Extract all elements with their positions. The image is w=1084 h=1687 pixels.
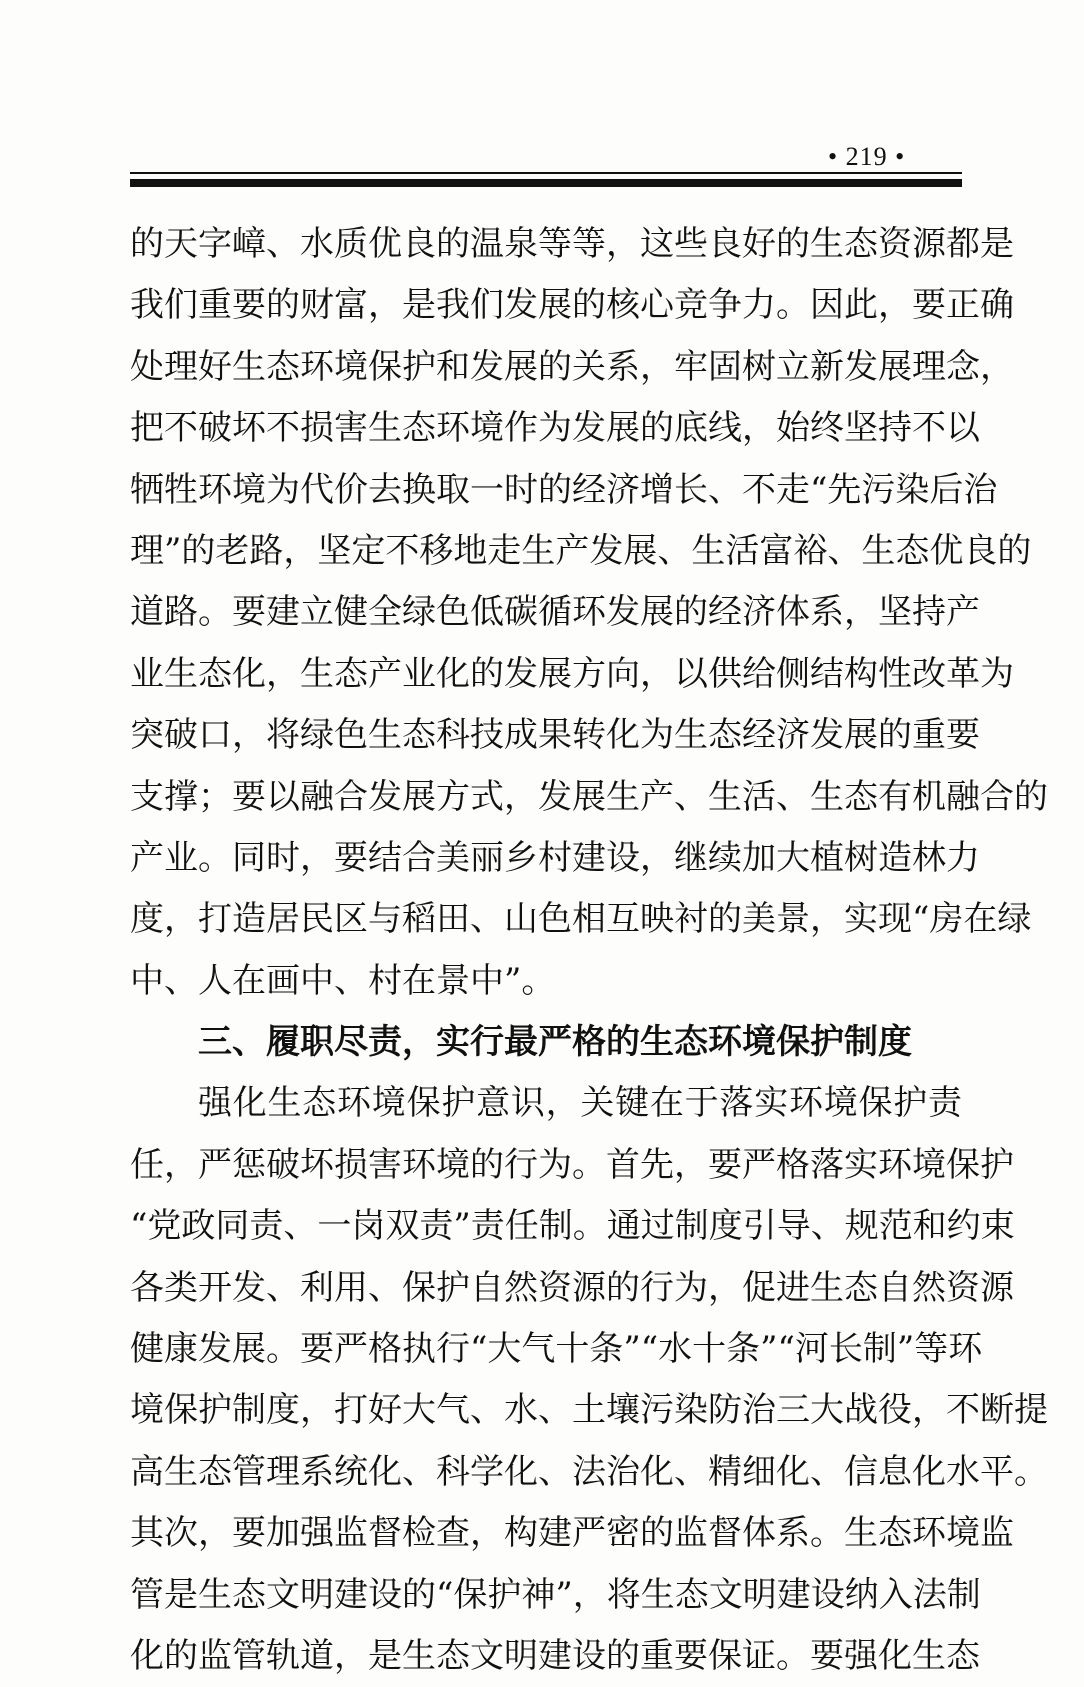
text-line: 理”的老路，坚定不移地走生产发展、生活富裕、生态优良的 (130, 530, 1032, 571)
text-line: 中、人在画中、村在景中”。 (130, 960, 556, 1001)
text-line: 的天字嶂、水质优良的温泉等等，这些良好的生态资源都是 (130, 224, 1014, 264)
body-text (130, 214, 1048, 1687)
page-number: • 219 • (828, 142, 906, 171)
text-line: 其次，要加强监督检查，构建严密的监督体系。生态环境监 (130, 1513, 1014, 1554)
text-line: 产业。同时，要结合美丽乡村建设，继续加大植树造林力 (130, 837, 980, 878)
text-line: 高生态管理系统化、科学化、法治化、精细化、信息化水平。 (130, 1451, 1048, 1492)
text-line: 化的监管轨道，是生态文明建设的重要保证。要强化生态 (130, 1635, 980, 1676)
text-line: 境保护制度，打好大气、水、土壤污染防治三大战役，不断提 (130, 1390, 1048, 1431)
text-line: 业生态化，生态产业化的发展方向，以供给侧结构性改革为 (130, 653, 1014, 694)
text-line: 各类开发、利用、保护自然资源的行为，促进生态自然资源 (130, 1267, 1014, 1308)
text-line: 管是生态文明建设的“保护神”，将生态文明建设纳入法制 (130, 1574, 981, 1615)
text-line: 我们重要的财富，是我们发展的核心竞争力。因此，要正确 (130, 285, 1014, 326)
text-line: 支撑；要以融合发展方式，发展生产、生活、生态有机融合的 (130, 776, 1048, 817)
text-line: 突破口，将绿色生态科技成果转化为生态经济发展的重要 (130, 715, 980, 756)
text-line: 任，严惩破坏损害环境的行为。首先，要严格落实环境保护 (130, 1144, 1014, 1185)
text-line: 强化生态环境保护意识，关键在于落实环境保护责 (198, 1083, 962, 1124)
text-line: 度，打造居民区与稻田、山色相互映衬的美景，实现“房在绿 (130, 899, 1032, 940)
text-line: 处理好生态环境保护和发展的关系，牢固树立新发展理念， (130, 346, 1014, 387)
text-line: 道路。要建立健全绿色低碳循环发展的经济体系，坚持产 (130, 592, 980, 633)
text-line: 把不破坏不损害生态环境作为发展的底线，始终坚持不以 (130, 408, 980, 449)
section-heading: 三、履职尽责，实行最严格的生态环境保护制度 (198, 1022, 912, 1063)
text-line: 牺牲环境为代价去换取一时的经济增长、不走“先污染后治 (130, 469, 998, 510)
header-rule-thin (130, 172, 962, 174)
text-line: “党政同责、一岗双责”责任制。通过制度引导、规范和约束 (130, 1206, 1015, 1247)
header-rule-thick (130, 179, 962, 187)
text-line: 健康发展。要严格执行“大气十条”“水十条”“河长制”等环 (130, 1329, 983, 1370)
